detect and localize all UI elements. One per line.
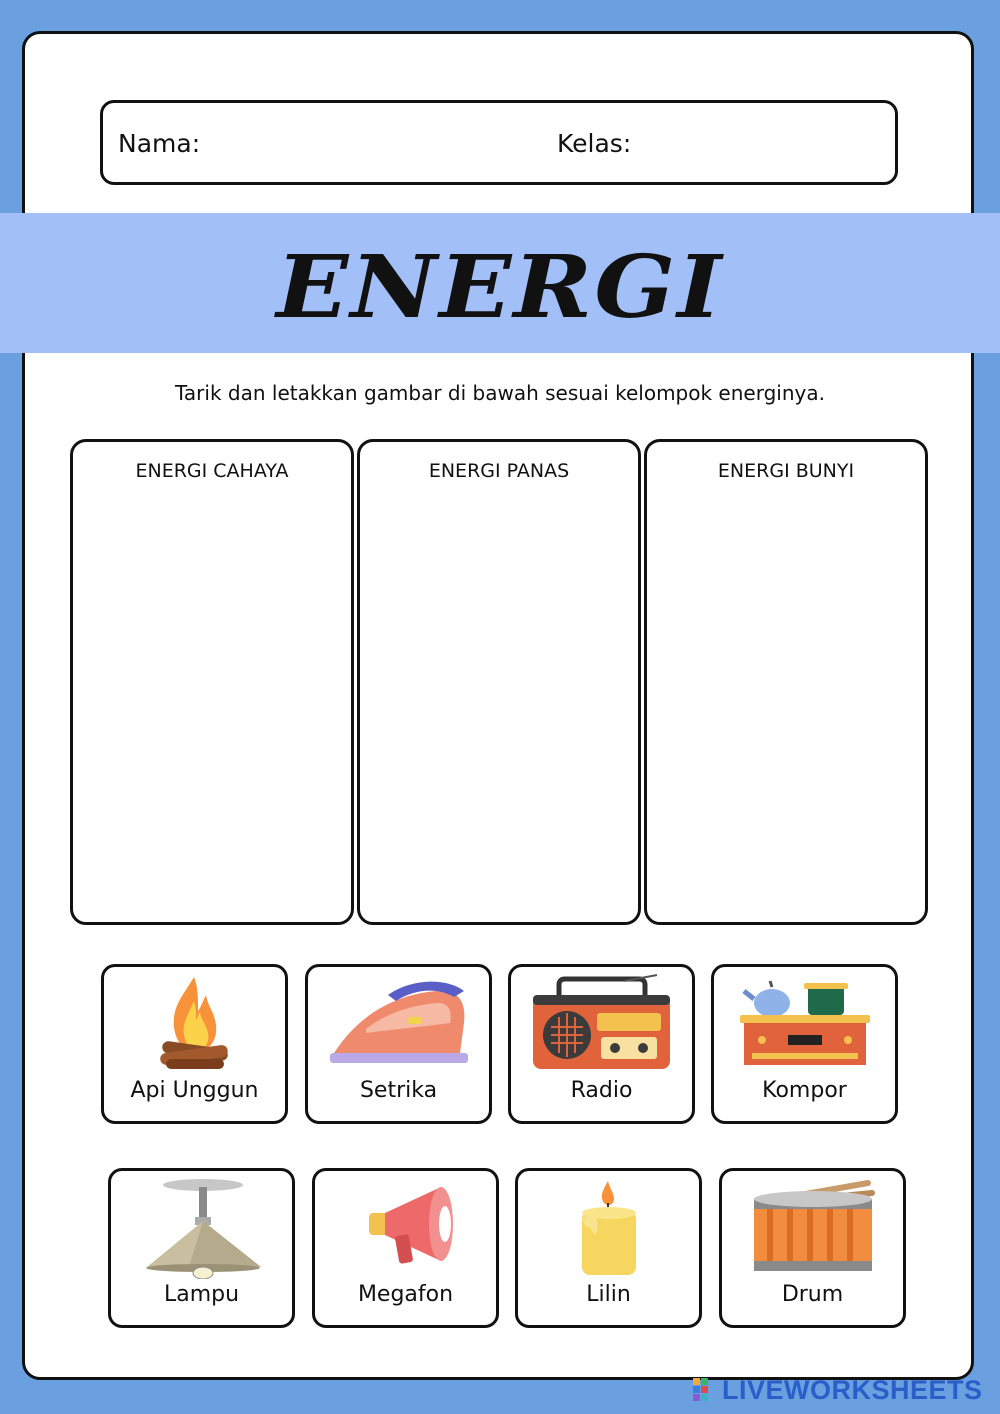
drag-card-radio[interactable]: [508, 964, 695, 1124]
class-label: Kelas:: [557, 129, 632, 158]
drag-card-campfire[interactable]: [101, 964, 288, 1124]
card-label: Lampu: [163, 1282, 240, 1307]
student-info-box: [100, 100, 898, 185]
liveworksheets-logo-icon: [692, 1377, 718, 1403]
card-label: Api Unggun: [130, 1078, 259, 1103]
drop-zone-label: ENERGI PANAS: [428, 460, 570, 482]
name-label: Nama:: [118, 129, 201, 158]
instruction-text: Tarik dan letakkan gambar di bawah sesuai kelompok energinya.: [175, 381, 825, 405]
liveworksheets-logo: [692, 1374, 983, 1406]
campfire-icon: [122, 973, 267, 1075]
card-label: Setrika: [359, 1078, 438, 1103]
stove-icon: [732, 973, 877, 1075]
drag-card-stove[interactable]: [711, 964, 898, 1124]
card-label: Kompor: [762, 1078, 847, 1103]
drop-zone-heat-energy[interactable]: [357, 439, 641, 925]
drag-card-drum[interactable]: [719, 1168, 906, 1328]
lamp-icon: [129, 1177, 274, 1279]
brand-text: LIVEWORKSHEETS: [722, 1374, 983, 1405]
drop-zone-sound-energy[interactable]: [644, 439, 928, 925]
card-label: Lilin: [586, 1282, 631, 1307]
drag-card-lamp[interactable]: [108, 1168, 295, 1328]
card-label: Radio: [570, 1078, 633, 1103]
drop-zone-light-energy[interactable]: [70, 439, 354, 925]
drag-card-iron[interactable]: [305, 964, 492, 1124]
megaphone-icon: [333, 1177, 478, 1279]
drop-zone-label: ENERGI BUNYI: [717, 460, 855, 482]
candle-icon: [536, 1177, 681, 1279]
title-banner: [0, 213, 1000, 353]
drop-zone-label: ENERGI CAHAYA: [135, 460, 289, 482]
card-label: Drum: [781, 1282, 844, 1307]
drag-card-candle[interactable]: [515, 1168, 702, 1328]
radio-icon: [529, 973, 674, 1075]
drum-icon: [740, 1177, 885, 1279]
drag-card-megaphone[interactable]: [312, 1168, 499, 1328]
card-label: Megafon: [357, 1282, 454, 1307]
iron-icon: [326, 973, 471, 1075]
page-title: ENERGI: [276, 237, 724, 338]
